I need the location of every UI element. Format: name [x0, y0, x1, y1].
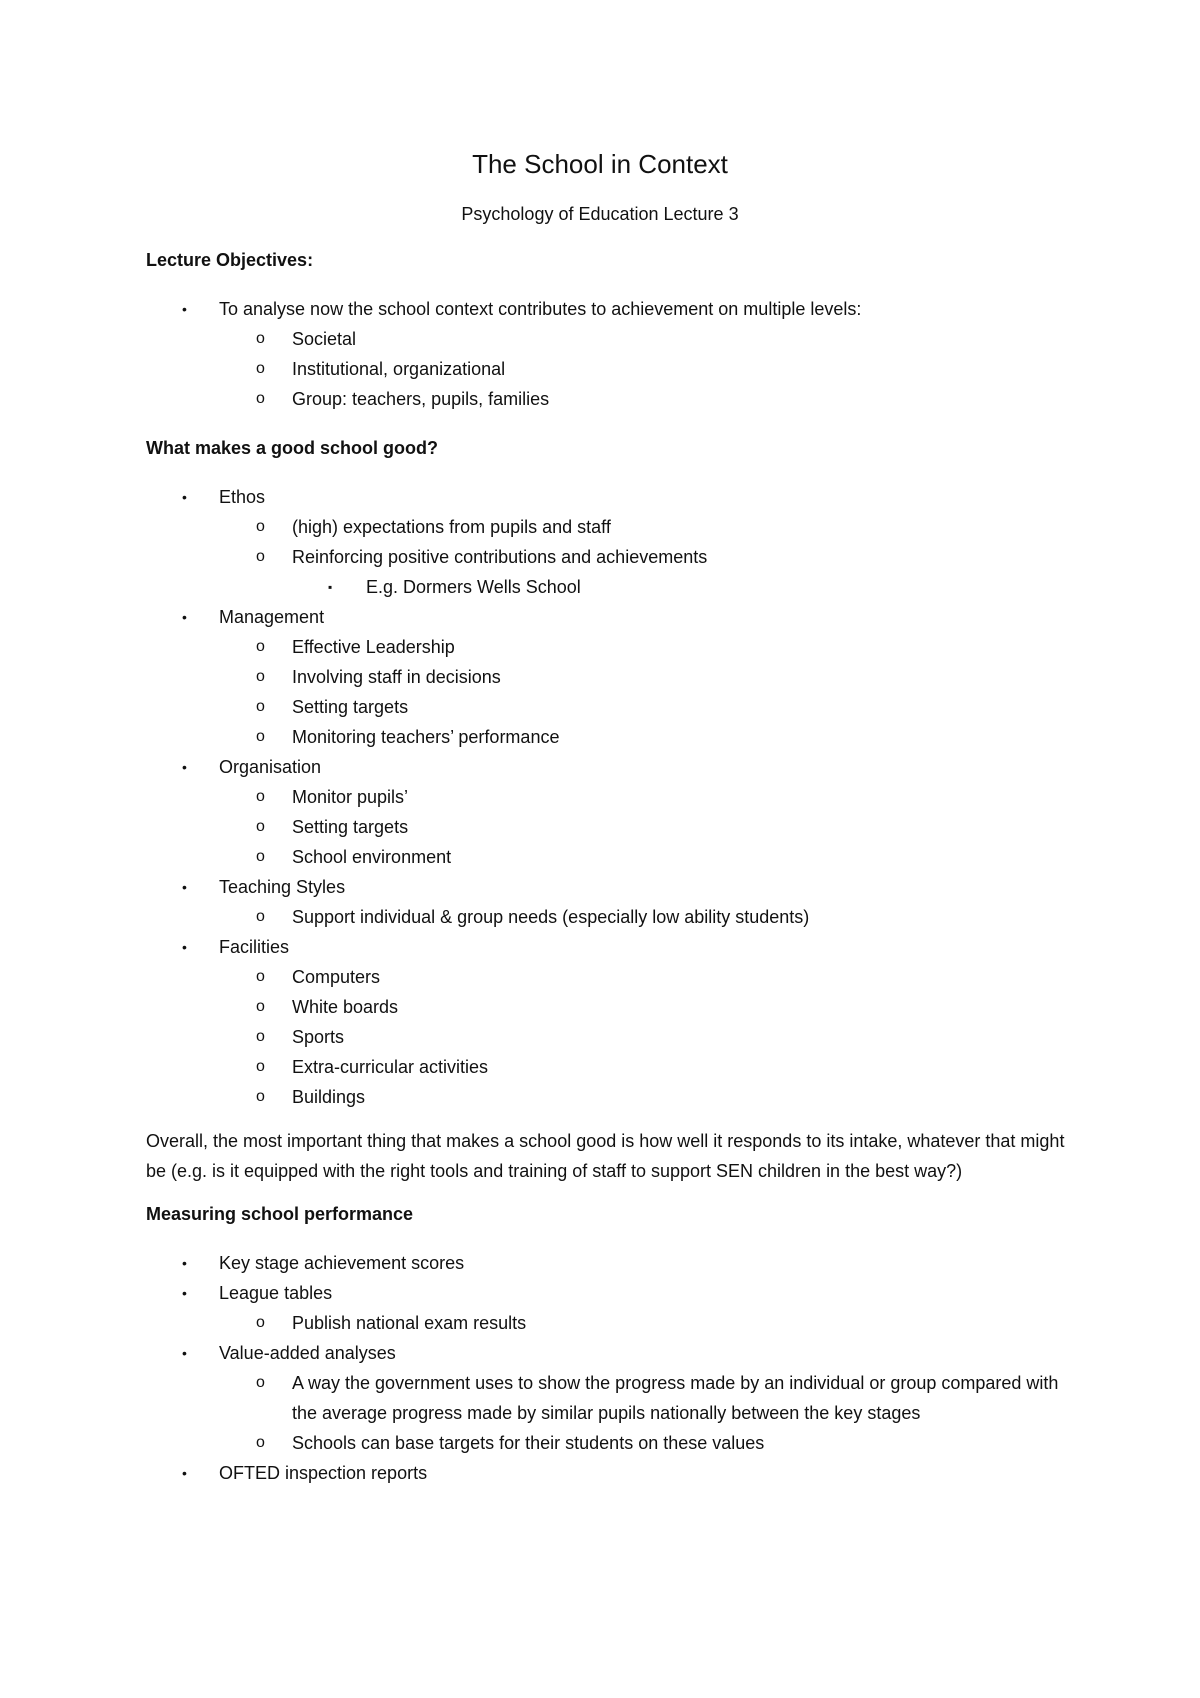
circle-bullet-icon: o [256, 1028, 265, 1045]
list-item: o Sports [146, 1022, 1066, 1052]
list-item: o Support individual & group needs (especially low ability students) [146, 902, 1066, 932]
bullet-icon: • [182, 1345, 187, 1361]
bullet-icon: • [182, 1255, 187, 1271]
circle-bullet-icon: o [256, 1374, 265, 1391]
list-item: o Involving staff in decisions [146, 662, 1066, 692]
circle-bullet-icon: o [256, 360, 265, 377]
section-heading-measuring: Measuring school performance [146, 1204, 414, 1224]
circle-bullet-icon: o [256, 1088, 265, 1105]
list-item: o Setting targets [146, 812, 1066, 842]
list-item: • Organisation [146, 752, 1066, 782]
list-item: o Monitor pupils’ [146, 782, 1066, 812]
document-title: The School in Context [472, 149, 728, 179]
circle-bullet-icon: o [256, 728, 265, 745]
bullet-icon: • [182, 1465, 187, 1481]
bullet-icon: • [182, 301, 187, 317]
list-item: o Monitoring teachers’ performance [146, 722, 1066, 752]
section-heading-objectives: Lecture Objectives: [146, 250, 314, 270]
list-item: • Teaching Styles [146, 872, 1066, 902]
list-item: o Publish national exam results [146, 1308, 1066, 1338]
circle-bullet-icon: o [256, 848, 265, 865]
list-item: o Effective Leadership [146, 632, 1066, 662]
circle-bullet-icon: o [256, 390, 265, 407]
circle-bullet-icon: o [256, 548, 265, 565]
circle-bullet-icon: o [256, 998, 265, 1015]
list-item: • Ethos [146, 482, 1066, 512]
bullet-icon: • [182, 1285, 187, 1301]
document-subtitle: Psychology of Education Lecture 3 [461, 204, 739, 224]
circle-bullet-icon: o [256, 1058, 265, 1075]
list-item: ▪ E.g. Dormers Wells School [146, 572, 1066, 602]
circle-bullet-icon: o [256, 1434, 265, 1451]
list-item: o Extra-curricular activities [146, 1052, 1066, 1082]
list-item: o Buildings [146, 1082, 1066, 1112]
list-item: o School environment [146, 842, 1066, 872]
bullet-icon: • [182, 489, 187, 505]
list-item: • Management [146, 602, 1066, 632]
list-item: • Facilities [146, 932, 1066, 962]
list-item: o Institutional, organizational [146, 354, 1066, 384]
list-item: o White boards [146, 992, 1066, 1022]
overall-paragraph: Overall, the most important thing that makes a school good is how well it responds to its intake, whatever that might be (e.g. is it equipped with the right tools and training of staff to support SEN children in the best way?) [146, 1131, 1065, 1181]
list-item: • OFTED inspection reports [146, 1458, 1066, 1488]
circle-bullet-icon: o [256, 668, 265, 685]
circle-bullet-icon: o [256, 638, 265, 655]
circle-bullet-icon: o [256, 518, 265, 535]
circle-bullet-icon: o [256, 818, 265, 835]
list-item: o Societal [146, 324, 1066, 354]
list-item: o Setting targets [146, 692, 1066, 722]
circle-bullet-icon: o [256, 788, 265, 805]
list-item: o Schools can base targets for their students on these values [146, 1428, 1066, 1458]
list-item: o Group: teachers, pupils, families [146, 384, 1066, 414]
bullet-icon: • [182, 879, 187, 895]
bullet-icon: • [182, 759, 187, 775]
circle-bullet-icon: o [256, 1314, 265, 1331]
list-item: o Computers [146, 962, 1066, 992]
bullet-icon: • [182, 939, 187, 955]
document-body [146, 248, 1066, 1488]
square-bullet-icon: ▪ [328, 580, 333, 594]
list-item: • Key stage achievement scores [146, 1248, 1066, 1278]
list-item: • Value-added analyses [146, 1338, 1066, 1368]
bullet-icon: • [182, 609, 187, 625]
list-item: • To analyse now the school context contributes to achievement on multiple levels: [146, 294, 1066, 324]
circle-bullet-icon: o [256, 330, 265, 347]
section-heading-good-school: What makes a good school good? [146, 438, 439, 458]
circle-bullet-icon: o [256, 698, 265, 715]
list-item: • League tables [146, 1278, 1066, 1308]
list-item: o Reinforcing positive contributions and achievements [146, 542, 1066, 572]
circle-bullet-icon: o [256, 908, 265, 925]
list-item: o (high) expectations from pupils and staff [146, 512, 1066, 542]
circle-bullet-icon: o [256, 968, 265, 985]
list-item: o A way the government uses to show the progress made by an individual or group compared with the average progress made by similar pupils nationally between the key stages [146, 1368, 1066, 1428]
